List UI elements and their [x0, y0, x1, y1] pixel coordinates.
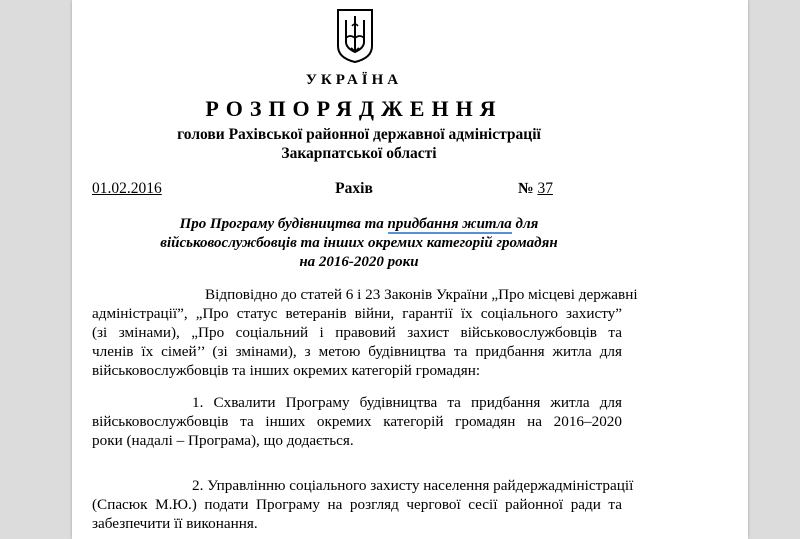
- preamble-line-1: Відповідно до статей 6 і 23 Законів України „Про місцеві державні: [205, 286, 638, 303]
- country-name: УКРАЇНА: [305, 72, 403, 88]
- number-prefix: №: [518, 180, 534, 197]
- preamble-line-2: адміністрації”, „Про статус ветеранів війни, гарантії їх соціального захисту”: [92, 305, 622, 322]
- number-value: 37: [537, 180, 553, 197]
- item-2-line-3: забезпечити її виконання.: [92, 515, 258, 532]
- subject-line-1-a: Про Програму будівництва та: [179, 216, 388, 232]
- document-place: Рахів: [335, 180, 373, 197]
- issuer-line-1: голови Рахівської районної державної адміністрації: [177, 126, 541, 143]
- document-date: 01.02.2016: [92, 180, 162, 197]
- document-type-title: РОЗПОРЯДЖЕННЯ: [205, 96, 503, 121]
- item-1-line-1: 1. Схвалити Програму будівництва та придбання житла для: [192, 394, 622, 411]
- item-2-line-2: (Спасюк М.Ю.) подати Програму на розгляд чергової сесії районної ради та: [92, 496, 622, 513]
- preamble-line-3: (зі змінами), „Про соціальний і правовий захист військовослужбовців та: [92, 324, 622, 341]
- preamble-line-5: військовослужбовців та інших окремих категорій громадян:: [92, 362, 481, 379]
- issuer-line-2: Закарпатської області: [281, 145, 437, 162]
- item-1-line-3: роки (надалі – Програма), що додається.: [92, 432, 354, 449]
- subject-line-1-highlight: придбання житла: [387, 216, 512, 232]
- subject-line-3: на 2016-2020 роки: [299, 254, 419, 270]
- subject-line-1-c: для: [511, 216, 539, 232]
- document-number: [518, 180, 553, 198]
- subject-line-2: військовослужбовців та інших окремих категорій громадян: [160, 235, 558, 251]
- item-2-line-1: 2. Управлінню соціального захисту населення райдержадміністрації: [192, 477, 634, 494]
- item-1-line-2: військовослужбовців та інших окремих категорій громадян на 2016–2020: [92, 413, 622, 430]
- subject-line-1: [0, 216, 718, 233]
- preamble-line-4: членів їх сімей’’ (зі змінами), з метою будівництва та придбання житла для: [92, 343, 622, 360]
- coat-of-arms-emblem: [336, 8, 374, 64]
